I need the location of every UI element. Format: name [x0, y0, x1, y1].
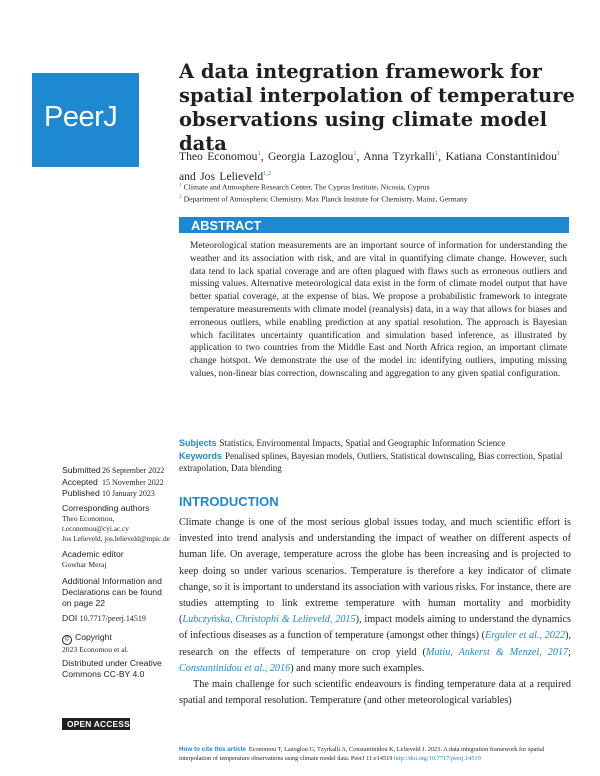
- logo-text: PeerJ: [44, 101, 118, 133]
- open-access-badge: [62, 718, 130, 730]
- author-name[interactable]: Georgia Lazoglou: [268, 149, 354, 163]
- subjects-text[interactable]: Statistics, Environmental Impacts, Spatial and Geographic Information Science: [219, 438, 506, 448]
- editor-label: Academic editor: [62, 549, 124, 559]
- abstract-heading: ABSTRACT: [191, 218, 262, 233]
- copyright-block: [62, 632, 174, 655]
- subjects-line: [179, 437, 569, 449]
- date-row: [62, 488, 174, 500]
- doi-label: DOI: [62, 613, 78, 623]
- academic-editor: [62, 549, 174, 570]
- author-name[interactable]: Anna Tzyrkalli: [363, 149, 436, 163]
- corresponding-line: Theo Economou,: [62, 514, 115, 523]
- affiliation-number: 2: [179, 194, 182, 200]
- citation-link[interactable]: Erguler et al., 2022: [485, 630, 566, 642]
- affiliation: [179, 192, 468, 205]
- affiliation-number: 1: [179, 182, 182, 188]
- introduction-body: [179, 515, 571, 709]
- date-row: [62, 465, 174, 477]
- editor-name: Gowhar Meraj: [62, 560, 107, 569]
- intro-paragraph: The main challenge for such scientific endeavours is finding temperature data at a required spatial and temporal resolution. Temperature (and other meteorological variables): [179, 679, 571, 707]
- date-label: Published: [62, 488, 100, 498]
- abstract-text: Meteorological station measurements are an important source of information for understanding the weather and its association with risk, and are vital in quantifying climate change. However, such data tend to lack spatial coverage and are often plagued with flaws such as erroneous outliers and missing values. Alternative meteorological data exist in the form of climate model output that have better spatial coverage, at the expense of bias. We propose a probabilistic framework to integrate temperature measurements with climate model (reanalysis) data, in a way that allows for biases and erroneous outliers, while enabling prediction at any spatial resolution. The approach is Bayesian which facilitates uncertainty quantification and simulation based inference, as illustrated by application to two countries from the Middle East and North Africa region, an important climate change hotspot. We demonstrate the use of the model in: identifying outliers, imputing missing values, non-linear bias correction, downscaling and aggregation to any given spatial configuration.: [190, 241, 567, 379]
- keywords-text: Penalised splines, Bayesian models, Outliers, Statistical downscaling, Bias correction, Spatial extrapolation, Data blending: [179, 451, 563, 473]
- doi-line: [62, 613, 174, 624]
- doi-url[interactable]: http://doi.org/10.7717/peerj.14519: [394, 754, 481, 762]
- author-affiliation-mark: 1: [556, 150, 561, 157]
- author-name[interactable]: Jos Lelieveld: [200, 169, 264, 183]
- author-name[interactable]: Theo Economou: [179, 149, 258, 163]
- additional-info[interactable]: Additional Information and Declarations can be found on page 22: [62, 576, 162, 608]
- citation-link[interactable]: Lubczyńska, Christophi & Lelieveld, 2015: [182, 614, 356, 626]
- publication-dates: [62, 465, 174, 500]
- cite-label: How to cite this article: [179, 746, 246, 753]
- citation-footer: [179, 746, 571, 763]
- author-affiliation-mark: 1,2: [263, 169, 272, 177]
- author-affiliation-mark: 1: [353, 150, 357, 157]
- citation-link[interactable]: Constantinidou et al., 2016: [179, 662, 291, 674]
- date-row: [62, 477, 174, 489]
- date-label: Submitted: [62, 465, 101, 475]
- author-affiliation-mark: 1: [257, 150, 261, 157]
- corresponding-label: Corresponding authors: [62, 503, 150, 513]
- cite-text: Economou T, Lazoglou G, Tzyrkalli A, Constantinidou K, Lelieveld J. 2023. A data integration framework for spatial interpolation of temperature observations using climate model data. PeerJ 11:e14519: [179, 746, 545, 762]
- date-label: Accepted: [62, 476, 98, 487]
- keywords-line: [179, 450, 569, 474]
- corresponding-email[interactable]: t.economou@cyi.ac.cy: [62, 524, 129, 533]
- open-access-label: OPEN ACCESS: [67, 719, 130, 729]
- article-title: A data integration framework for spatial interpolation of temperature observations using climate model data: [179, 60, 575, 155]
- copyright-label: Copyright: [75, 632, 112, 642]
- author-list: Theo Economou$^1$, Georgia Lazoglou$^1$, Anna Tzyrkalli$^1$, Katiana Constantinidou$^1$ and Jos Lelieveld$^{1,2}$: [179, 149, 561, 183]
- subjects-label: Subjects: [179, 438, 217, 448]
- doi-link[interactable]: 10.7717/peerj.14519: [79, 614, 146, 623]
- author-name[interactable]: Katiana Constantinidou: [445, 149, 557, 163]
- corresponding-authors: [62, 503, 174, 544]
- introduction-heading: INTRODUCTION: [179, 494, 279, 509]
- date-value: 26 September 2022: [102, 466, 165, 475]
- keywords-label: Keywords: [179, 451, 223, 461]
- abstract-heading-bar: [179, 217, 569, 233]
- copyright-icon: ©: [62, 635, 72, 645]
- corresponding-email[interactable]: Jos Lelieveld, jos.lelieveld@mpic.de: [62, 534, 170, 543]
- date-value: 15 November 2022: [102, 477, 164, 487]
- affiliation: [179, 180, 430, 193]
- affiliation-text: Department of Atmospheric Chemistry, Max Planck Institute for Chemistry, Mainz, Germany: [183, 194, 468, 204]
- affiliation-text: Climate and Atmosphere Research Center, The Cyprus Institute, Nicosia, Cyprus: [183, 182, 430, 192]
- citation-link[interactable]: Matiu, Ankerst & Menzel, 2017: [425, 646, 569, 658]
- license-text[interactable]: Distributed under Creative Commons CC-BY 4.0: [62, 658, 162, 679]
- copyright-text: 2023 Economou et al.: [62, 645, 129, 654]
- author-affiliation-mark: 1: [435, 150, 439, 157]
- peerj-logo: [32, 73, 139, 167]
- date-value: 10 January 2023: [102, 489, 155, 498]
- intro-paragraph: Climate change is one of the most serious global issues today, and much scientific effort is invested into trend analysis and understanding the impact of weather on different aspects of human life. On average, temperature across the globe has been increasing and is projected to keep doing so under various scenarios. Temperature is therefore a key indicator of climate change, so it is important to understand its association with various risks. For instance, there are studies attempting to link extreme temperature with human mortality and morbidity (Lubczyńska, Christophi & Lelieveld, 2015), impact models aiming to understand the dynamics of infectious diseases as a function of temperature (amongst other things) (Erguler et al., 2022), research on the effects of temperature on crop yield (Matiu, Ankerst & Menzel, 2017; Constantinidou et al., 2016) and many more such examples.: [179, 517, 572, 674]
